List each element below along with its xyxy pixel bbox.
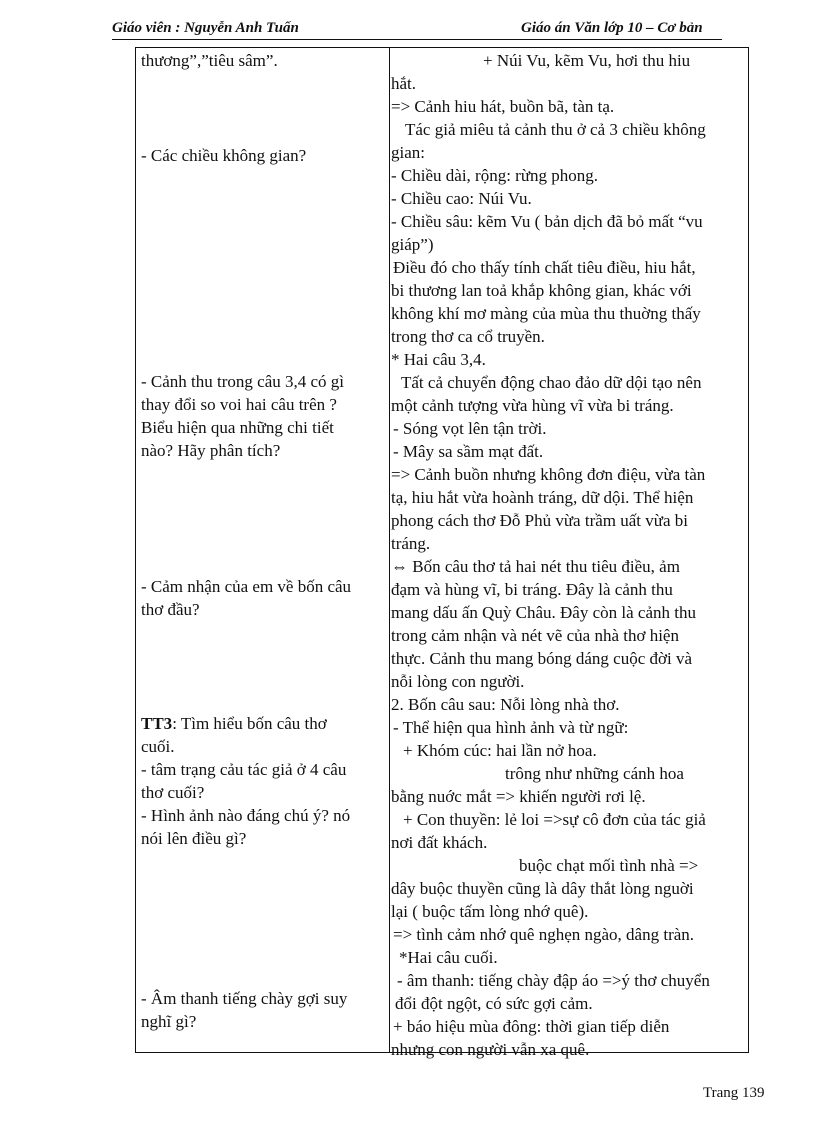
answer-line: giáp”) [391, 235, 434, 254]
answer-line: + Núi Vu, kẽm Vu, hơi thu hiu [483, 51, 691, 70]
answer-line: * Hai câu 3,4. [391, 350, 486, 369]
answer-line: + Con thuyền: lẻ loi =>sự cô đơn của tác giả [403, 810, 706, 829]
answer-line: dây buộc thuyền cũng là dây thắt lòng nguời [391, 879, 694, 898]
answer-line: - Mây sa sầm mạt đất. [393, 442, 544, 461]
answer-line: không khí mơ màng của mùa thu thuờng thấy [391, 304, 701, 323]
page-number: Trang 139 [703, 1085, 765, 1101]
answer-line: đổi đột ngột, có sức gợi cảm. [395, 994, 593, 1013]
question-line: nói lên điều gì? [141, 829, 247, 848]
answer-line: nơi đất khách. [391, 833, 488, 852]
answer-line: => Cảnh hiu hát, buồn bã, tàn tạ. [391, 97, 615, 116]
column-divider [389, 48, 390, 1052]
answer-line: một cảnh tượng vừa hùng vĩ vừa bi tráng. [391, 396, 674, 415]
answer-line: phong cách thơ Đỗ Phủ vừa trầm uất vừa bi [391, 511, 688, 530]
answer-line: => tình cảm nhớ quê nghẹn ngào, dâng tràn. [393, 925, 695, 944]
question-line: thơ đầu? [141, 600, 200, 619]
header-teacher: Giáo viên : Nguyễn Anh Tuấn [112, 20, 299, 36]
question-line: nào? Hãy phân tích? [141, 441, 281, 460]
answer-line: - Thể hiện qua hình ảnh và từ ngữ: [393, 718, 629, 737]
answer-line: gian: [391, 143, 425, 162]
answer-line: tạ, hiu hắt vừa hoành tráng, dữ dội. Thể hiện [391, 488, 694, 507]
answer-line: đạm và hùng vĩ, bi tráng. Đây là cảnh thu [391, 580, 673, 599]
question-line: thay đổi so voi hai câu trên ? [141, 395, 337, 414]
answer-line: tráng. [391, 534, 431, 553]
question-line: nghĩ gì? [141, 1012, 197, 1031]
answer-line: trong thơ ca cổ truyền. [391, 327, 545, 346]
answer-line: - Sóng vọt lên tận trời. [393, 419, 547, 438]
answer-line: hắt. [391, 74, 417, 93]
answer-line: Tác giả miêu tả cảnh thu ở cả 3 chiều không [405, 120, 706, 139]
answer-line: ⇔ Bốn câu thơ tả hai nét thu tiêu điều, ảm [391, 557, 680, 576]
question-line: - Các chiều không gian? [141, 146, 307, 165]
answer-line: bi thương lan toả khắp không gian, khác với [391, 281, 692, 300]
answer-line: buộc chạt mối tình nhà => [519, 856, 699, 875]
answer-line: - Chiều sâu: kẽm Vu ( bản dịch đã bỏ mất “vu [391, 212, 703, 231]
answer-line: nhưng con người vẫn xa quê. [391, 1040, 590, 1059]
header-rule [112, 39, 722, 40]
answer-line: Điều đó cho thấy tính chất tiêu điều, hiu hắt, [393, 258, 696, 277]
lesson-table [135, 47, 749, 1059]
answer-line: 2. Bốn câu sau: Nỗi lòng nhà thơ. [391, 695, 620, 714]
question-line: - Cảnh thu trong câu 3,4 có gì [141, 372, 345, 391]
answer-line: lại ( buộc tấm lòng nhớ quê). [391, 902, 589, 921]
answer-line: - Chiều dài, rộng: rừng phong. [391, 166, 599, 185]
answer-line: mang dấu ấn Quỳ Châu. Đây còn là cảnh thu [391, 603, 696, 622]
question-line: thương”,”tiêu sâm”. [141, 51, 278, 70]
answer-line: => Cảnh buồn nhưng không đơn điệu, vừa tàn [391, 465, 706, 484]
answer-line: thực. Cảnh thu mang bóng dáng cuộc đời và [391, 649, 693, 668]
header-course: Giáo án Văn lớp 10 – Cơ bản [521, 20, 703, 36]
question-line: - tâm trạng cảu tác giả ở 4 câu [141, 760, 347, 779]
activity-label: TT3 [141, 714, 173, 733]
question-line: cuối. [141, 737, 175, 756]
question-line: - Hình ảnh nào đáng chú ý? nó [141, 806, 351, 825]
answer-line: + báo hiệu mùa đông: thời gian tiếp diễn [393, 1017, 670, 1036]
question-line: - Âm thanh tiếng chày gợi suy [141, 989, 348, 1008]
answer-line: - Chiều cao: Núi Vu. [391, 189, 532, 208]
question-line: - Cảm nhận của em về bốn câu [141, 577, 352, 596]
answer-line: + Khóm cúc: hai lần nở hoa. [403, 741, 597, 760]
question-line: Biểu hiện qua những chi tiết [141, 418, 334, 437]
answer-line: bằng nuớc mắt => khiến người rơi lệ. [391, 787, 646, 806]
answer-line: - âm thanh: tiếng chày đập áo =>ý thơ chuyển [397, 971, 710, 990]
answer-line: Tất cả chuyển động chao đảo dữ dội tạo nên [401, 373, 702, 392]
answer-line: trong cảm nhận và nét vẽ của nhà thơ hiện [391, 626, 679, 645]
answer-line: *Hai câu cuối. [399, 948, 498, 967]
question-line: thơ cuối? [141, 783, 205, 802]
answer-line: nỗi lòng con người. [391, 672, 525, 691]
question-line: TT3: Tìm hiểu bốn câu thơ [141, 714, 327, 733]
answer-line: trông như những cánh hoa [505, 764, 684, 783]
